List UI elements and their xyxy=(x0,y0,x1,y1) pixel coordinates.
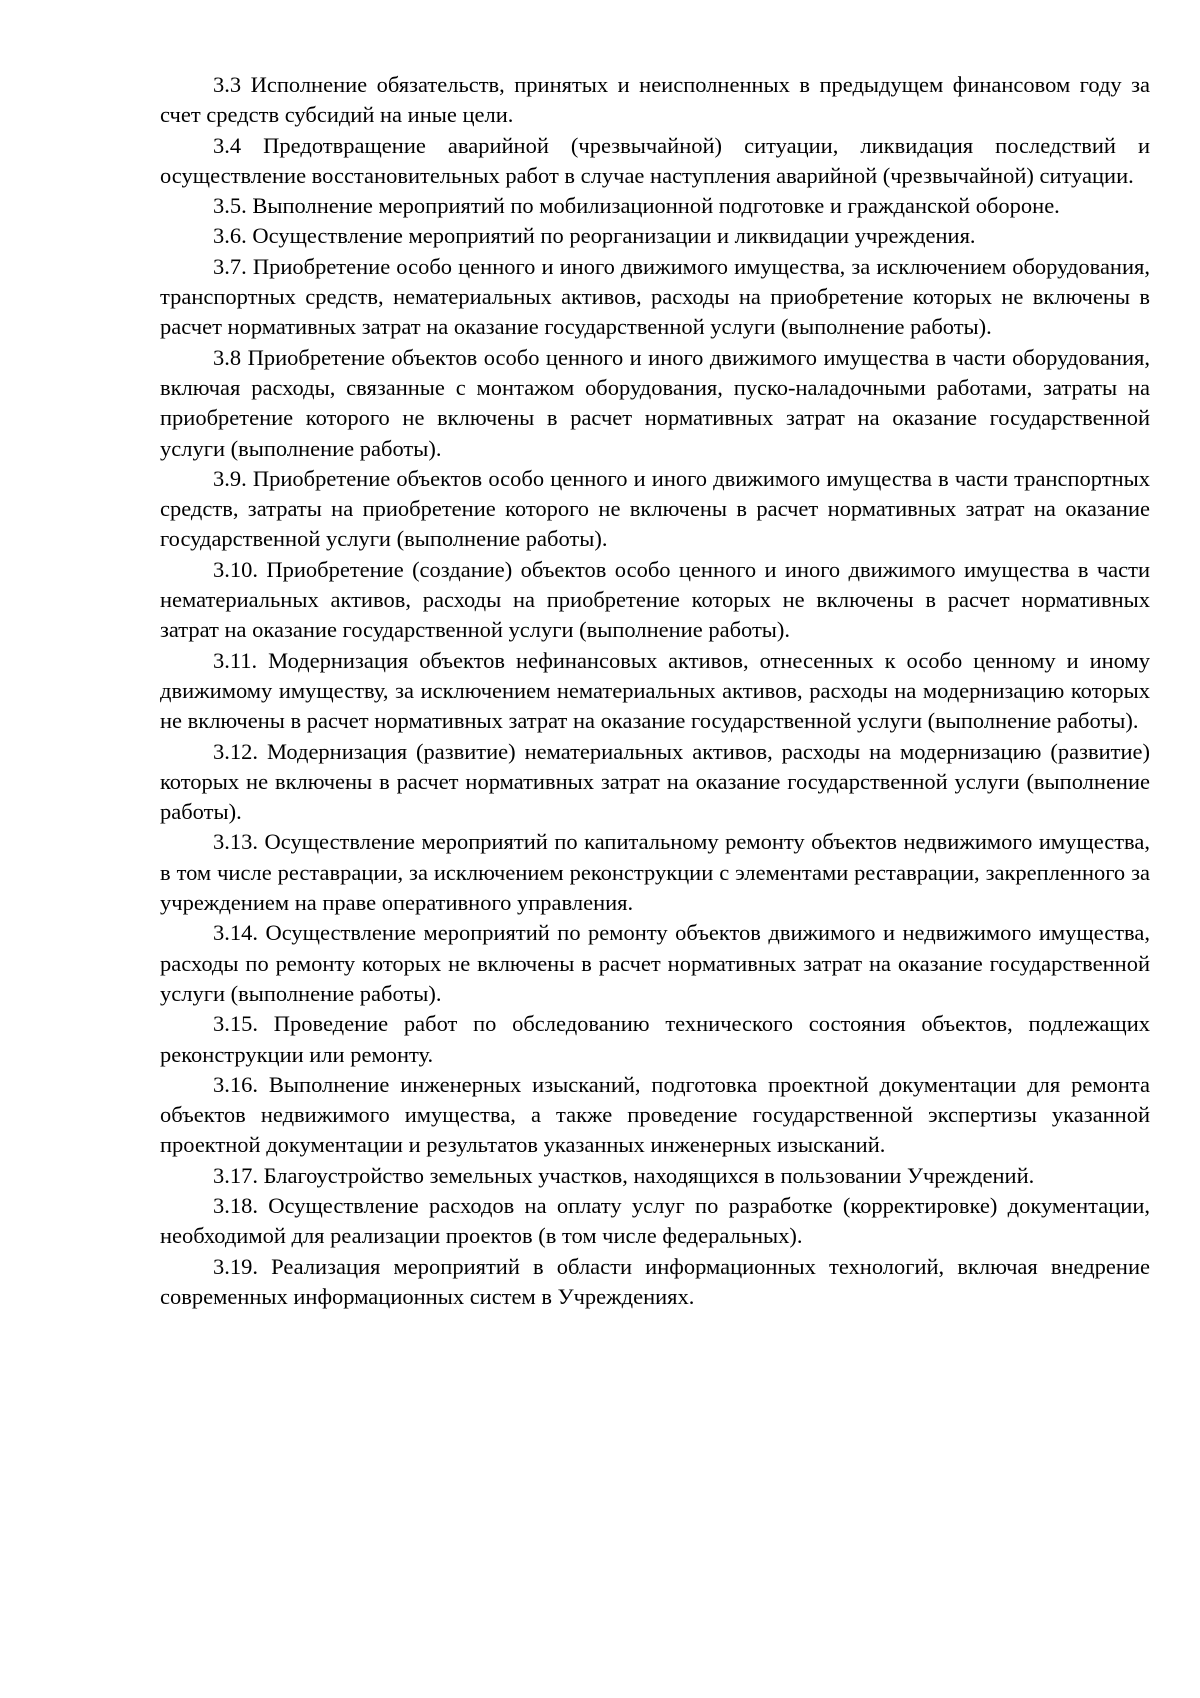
paragraph-3-17: 3.17. Благоустройство земельных участков, находящихся в пользовании Учреждений. xyxy=(213,1162,1035,1188)
paragraph-3-3: 3.3 Исполнение обязательств, принятых и неисполненных в предыдущем финансовом году за счет средств субсидий на иные цели. xyxy=(160,72,1150,128)
paragraph-3-8: 3.8 Приобретение объектов особо ценного и иного движимого имущества в части оборудования, включая расходы, связанные с монтажом оборудования, пуско-наладочными работами, затраты на приобретение которого не включены в расчет нормативных затрат на оказание государственной услуги (выполнение работы). xyxy=(160,344,1150,461)
document-page xyxy=(160,70,1150,1312)
paragraph-3-10: 3.10. Приобретение (создание) объектов особо ценного и иного движимого имущества в части нематериальных активов, расходы на приобретение которых не включены в расчет нормативных затрат на оказание государственной услуги (выполнение работы). xyxy=(160,556,1150,643)
paragraph-3-15: 3.15. Проведение работ по обследованию технического состояния объектов, подлежащих реконструкции или ремонту. xyxy=(160,1011,1150,1067)
paragraph-3-19: 3.19. Реализация мероприятий в области информационных технологий, включая внедрение современных информационных систем в Учреждениях. xyxy=(160,1253,1150,1309)
paragraph-3-4: 3.4 Предотвращение аварийной (чрезвычайной) ситуации, ликвидация последствий и осуществление восстановительных работ в случае наступления аварийной (чрезвычайной) ситуации. xyxy=(160,132,1150,188)
paragraph-3-16: 3.16. Выполнение инженерных изысканий, подготовка проектной документации для ремонта объектов недвижимого имущества, а также проведение государственной экспертизы указанной проектной документации и результатов указанных инженерных изысканий. xyxy=(160,1071,1150,1158)
paragraph-3-13: 3.13. Осуществление мероприятий по капитальному ремонту объектов недвижимого имущества, в том числе реставрации, за исключением реконструкции с элементами реставрации, закрепленного за учреждением на праве оперативного управления. xyxy=(160,829,1150,916)
paragraph-3-5: 3.5. Выполнение мероприятий по мобилизационной подготовке и гражданской обороне. xyxy=(213,193,1060,219)
paragraph-3-6: 3.6. Осуществление мероприятий по реорганизации и ликвидации учреждения. xyxy=(213,223,976,249)
paragraph-3-18: 3.18. Осуществление расходов на оплату услуг по разработке (корректировке) документации, необходимой для реализации проектов (в том числе федеральных). xyxy=(160,1192,1150,1249)
paragraph-3-9: 3.9. Приобретение объектов особо ценного и иного движимого имущества в части транспортных средств, затраты на приобретение которого не включены в расчет нормативных затрат на оказание государственной услуги (выполнение работы). xyxy=(160,465,1150,552)
paragraph-3-11: 3.11. Модернизация объектов нефинансовых активов, отнесенных к особо ценному и иному движимому имуществу, за исключением нематериальных активов, расходы на модернизацию которых не включены в расчет нормативных затрат на оказание государственной услуги (выполнение работы). xyxy=(160,647,1150,734)
paragraph-3-14: 3.14. Осуществление мероприятий по ремонту объектов движимого и недвижимого имущества, расходы по ремонту которых не включены в расчет нормативных затрат на оказание государственной услуги (выполнение работы). xyxy=(160,920,1150,1006)
paragraph-3-12: 3.12. Модернизация (развитие) нематериальных активов, расходы на модернизацию (развитие) которых не включены в расчет нормативных затрат на оказание государственной услуги (выполнение работы). xyxy=(160,738,1150,825)
paragraph-3-7: 3.7. Приобретение особо ценного и иного движимого имущества, за исключением оборудования, транспортных средств, нематериальных активов, расходы на приобретение которых не включены в расчет нормативных затрат на оказание государственной услуги (выполнение работы). xyxy=(160,253,1150,340)
